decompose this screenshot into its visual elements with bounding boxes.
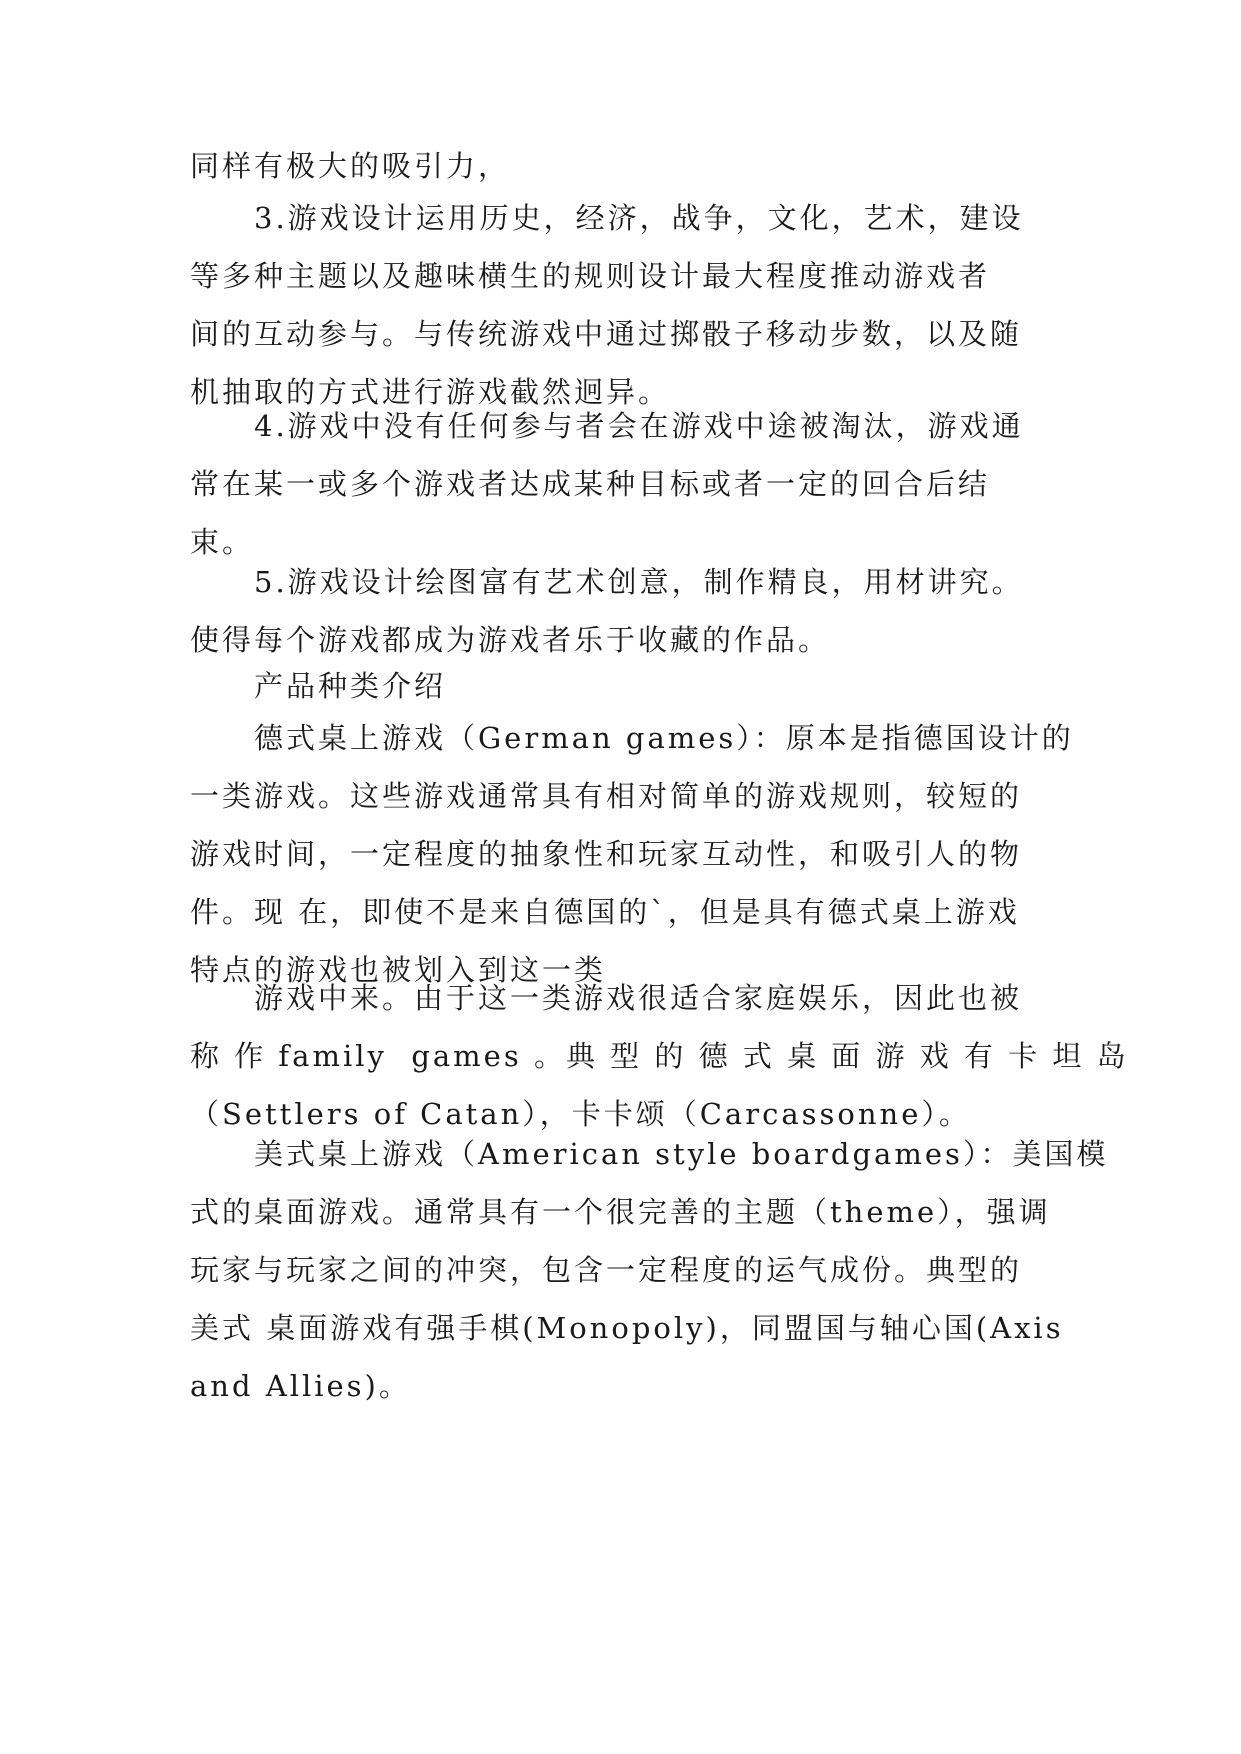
text-line: 等多种主题以及趣味横生的规则设计最大程度推动游戏者 <box>190 259 991 293</box>
text-line: 德式桌上游戏（German games）：原本是指德国设计的 <box>254 721 1074 755</box>
text-line: 间的互动参与。与传统游戏中通过掷骰子移动步数，以及随 <box>190 317 1023 351</box>
text-line: （Settlers of Catan），卡卡颂（Carcassonne）。 <box>190 1097 971 1131</box>
text-line: 产品种类介绍 <box>254 669 447 703</box>
text-line: 3.游戏设计运用历史，经济，战争，文化，艺术，建设 <box>254 201 1024 235</box>
text-line: 使得每个游戏都成为游戏者乐于收藏的作品。 <box>190 623 831 657</box>
paragraph-point-4 <box>190 397 1050 571</box>
text-line: 同样有极大的吸引力， <box>190 149 511 183</box>
paragraph-german-games <box>190 709 1074 999</box>
text-line: and Allies)。 <box>190 1369 411 1403</box>
paragraph-continuation <box>190 137 1050 195</box>
text-line: 4.游戏中没有任何参与者会在游戏中途被淘汰，游戏通 <box>254 409 1024 443</box>
text-line: 游戏中来。由于这一类游戏很适合家庭娱乐，因此也被 <box>254 981 1023 1015</box>
text-line: 称 作 family games 。典 型 的 德 式 桌 面 游 戏 有 卡 坦 岛 <box>190 1039 1129 1073</box>
text-line: 常在某一或多个游戏者达成某种目标或者一定的回合后结 <box>190 467 991 501</box>
text-line: 件。现 在，即使不是来自德国的`，但是具有德式桌上游戏 <box>190 895 1020 929</box>
text-line: 游戏时间，一定程度的抽象性和玩家互动性，和吸引人的物 <box>190 837 1023 871</box>
text-line: 特点的游戏也被划入到这一类 <box>190 953 607 987</box>
text-line: 机抽取的方式进行游戏截然迥异。 <box>190 375 671 409</box>
paragraph-family-games <box>190 969 1129 1143</box>
text-line: 美式 桌面游戏有强手棋(Monopoly)，同盟国与轴心国(Axis <box>190 1311 1064 1345</box>
paragraph-american-games <box>190 1125 1109 1415</box>
text-line: 式的桌面游戏。通常具有一个很完善的主题（theme），强调 <box>190 1195 1051 1229</box>
text-line: 5.游戏设计绘图富有艺术创意，制作精良，用材讲究。 <box>254 565 1024 599</box>
text-line: 玩家与玩家之间的冲突，包含一定程度的运气成份。典型的 <box>190 1253 1023 1287</box>
text-line: 美式桌上游戏（American style boardgames）：美国模 <box>254 1137 1109 1171</box>
paragraph-point-5 <box>190 553 1050 669</box>
section-heading <box>190 657 1050 715</box>
text-line: 一类游戏。这些游戏通常具有相对简单的游戏规则，较短的 <box>190 779 1023 813</box>
paragraph-point-3 <box>190 189 1050 421</box>
text-line: 束。 <box>190 525 255 559</box>
